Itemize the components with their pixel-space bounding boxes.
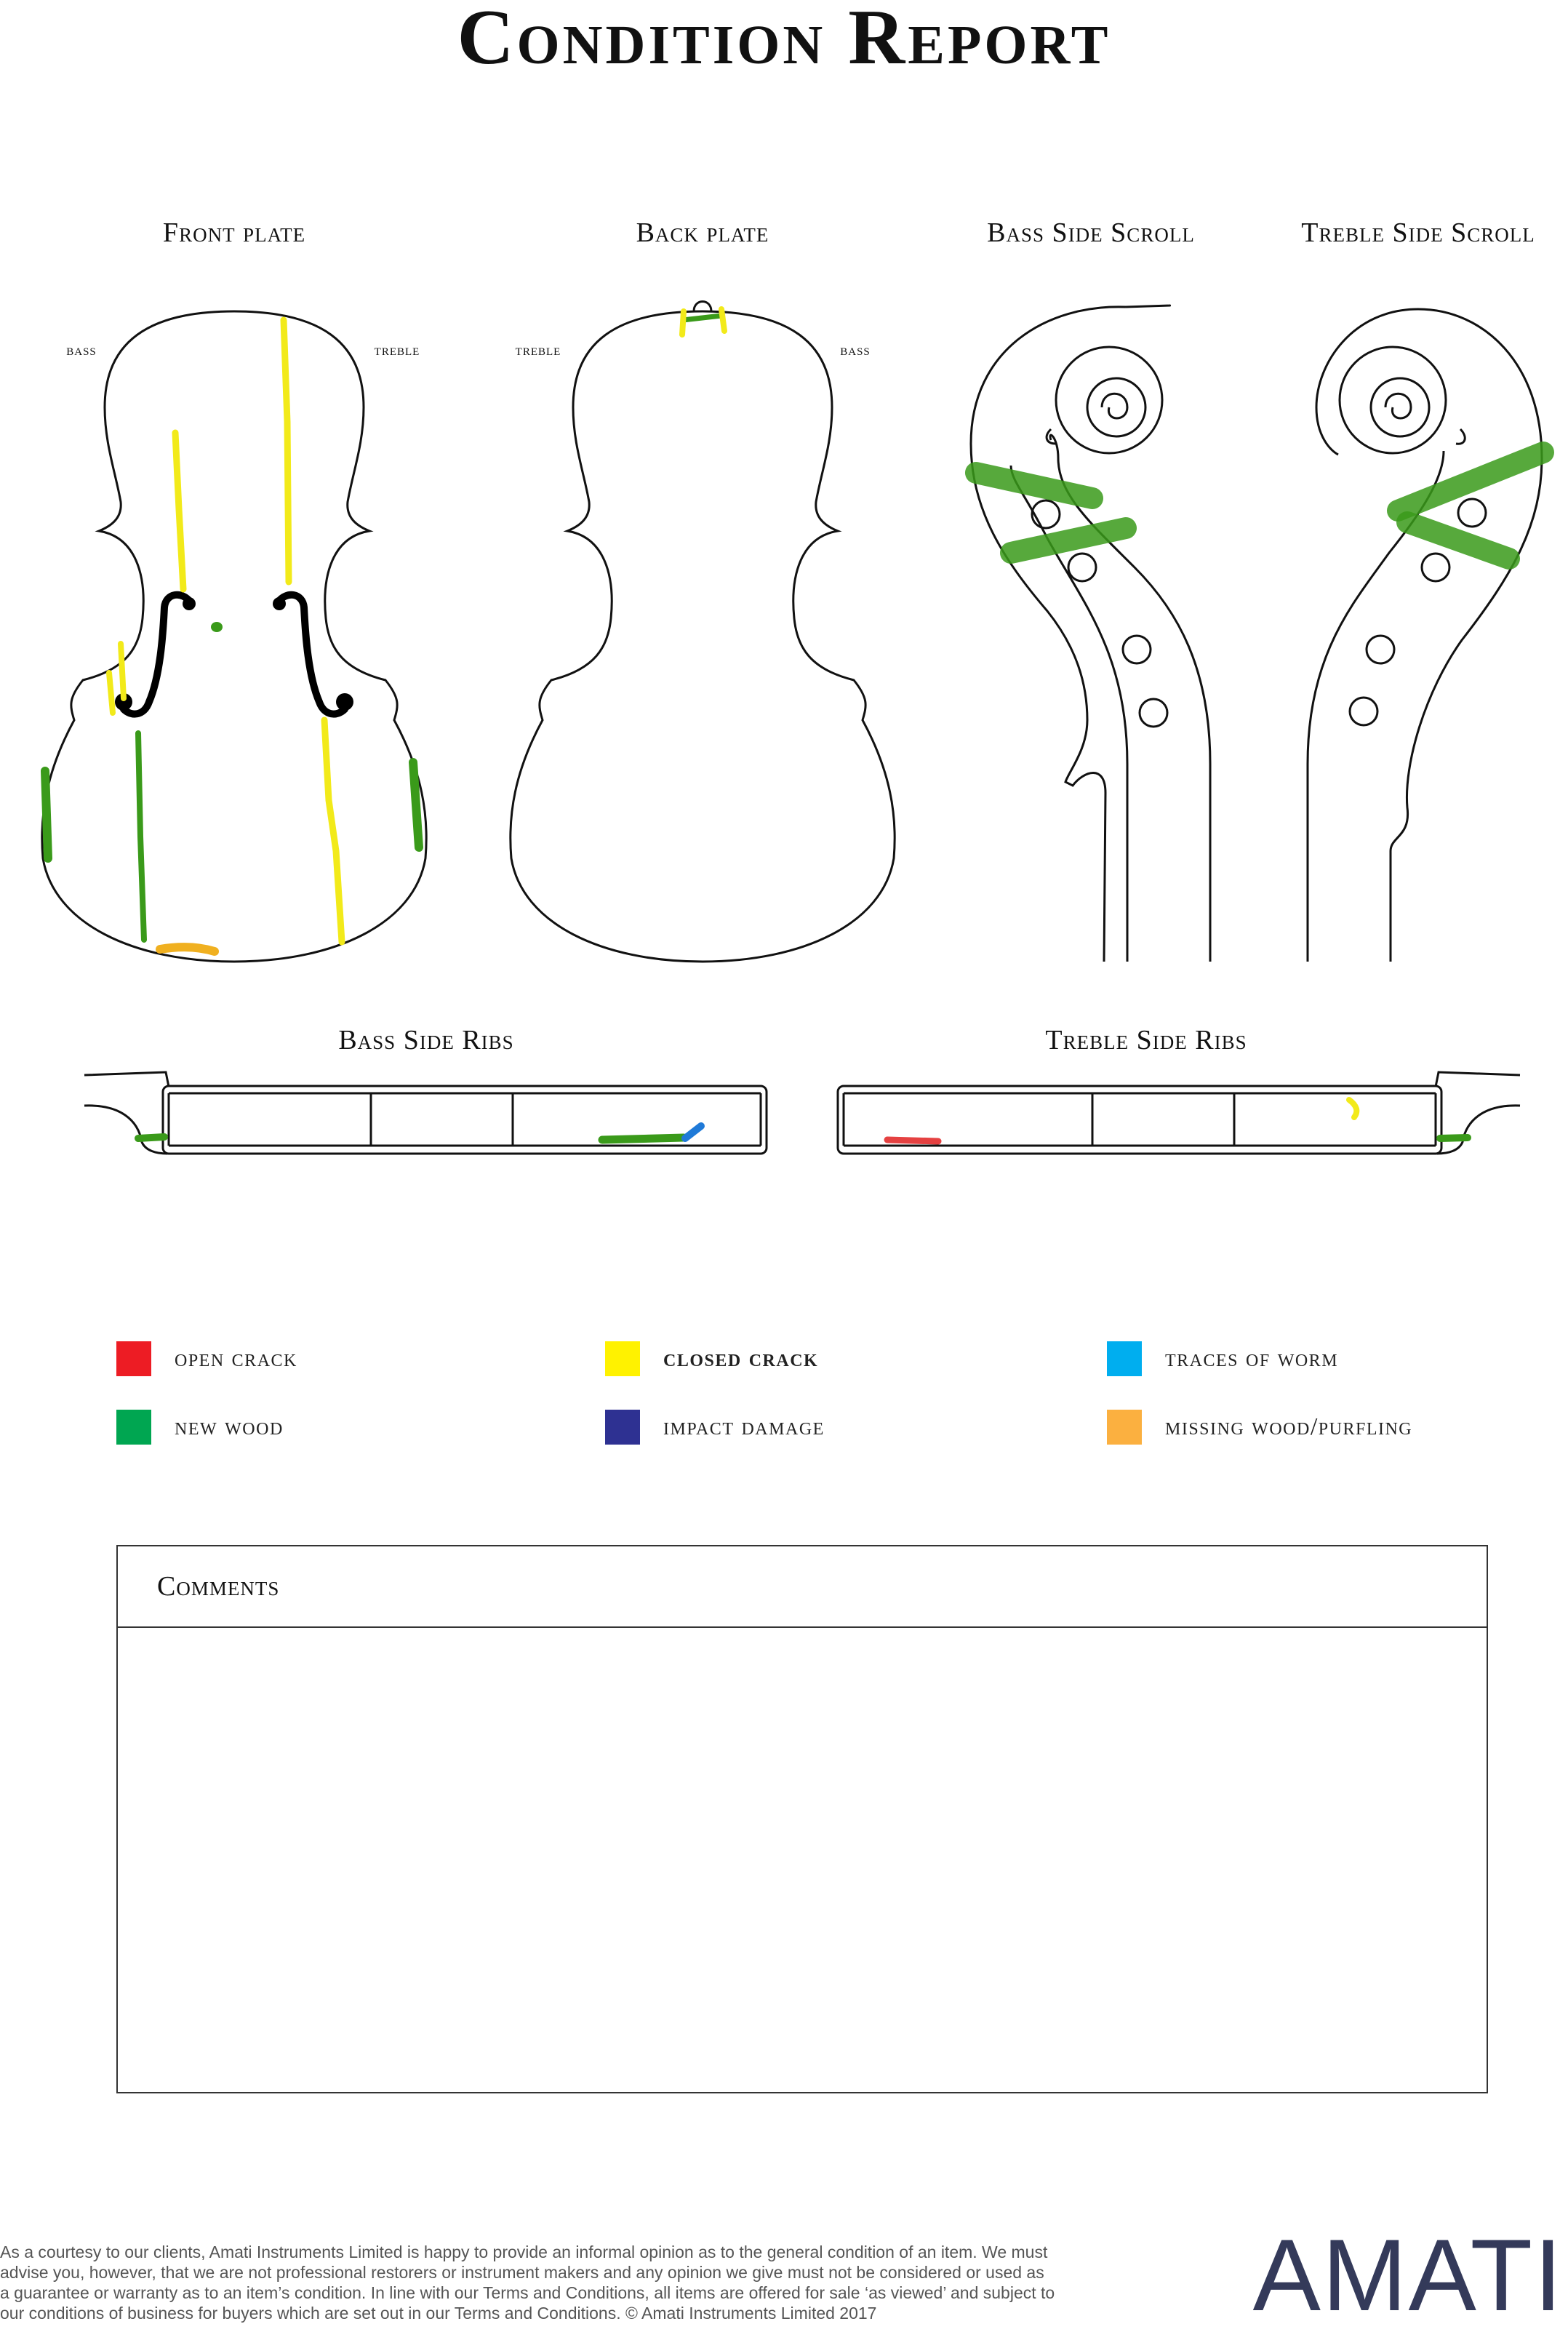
legend-open-crack: [116, 1341, 297, 1376]
back-plate-drawing: [511, 302, 895, 962]
comments-field[interactable]: [118, 1628, 1487, 2093]
legend-label: new wood: [175, 1413, 284, 1440]
bass-side-scroll-drawing: [971, 306, 1210, 962]
treble-side-scroll-heading: Treble Side Scroll: [1301, 217, 1535, 248]
legend-missing-wood: [1107, 1410, 1412, 1445]
legend-label: traces of worm: [1165, 1345, 1339, 1372]
legend-label: missing wood/purfling: [1165, 1413, 1413, 1440]
front-bass-label: bass: [66, 340, 97, 359]
disclaimer-line: advise you, however, that we are not professional restorers or instrument makers and any opinion we give must not be considered or used as: [0, 2263, 1044, 2282]
legend-label: impact damage: [663, 1413, 825, 1440]
back-plate-heading: Back plate: [636, 217, 769, 248]
legend-impact-damage: [605, 1410, 825, 1445]
disclaimer-line: a guarantee or warranty as to an item’s condition. In line with our Terms and Conditions, all items are offered for sale ‘as viewed’ and subject to: [0, 2283, 1055, 2302]
legend-new-wood: [116, 1410, 284, 1445]
front-plate-drawing: [42, 311, 426, 962]
disclaimer-line: our conditions of business for buyers which are set out in our Terms and Conditions. © Amati Instruments Limited 2017: [0, 2304, 877, 2323]
back-bass-label: bass: [840, 340, 871, 359]
legend-label: open crack: [175, 1345, 297, 1372]
bass-side-scroll-heading: Bass Side Scroll: [987, 217, 1195, 248]
disclaimer-line: As a courtesy to our clients, Amati Instruments Limited is happy to provide an informal opinion as to the general condition of an item. We must: [0, 2243, 1048, 2261]
treble-side-ribs-heading: Treble Side Ribs: [1045, 1025, 1247, 1055]
amati-logo: AMATI: [1252, 2218, 1564, 2332]
back-treble-label: treble: [515, 340, 561, 359]
legend-label: closed crack: [663, 1345, 819, 1372]
legend-swatch: [1107, 1341, 1142, 1376]
front-treble-label: treble: [374, 340, 420, 359]
disclaimer: [0, 2242, 1164, 2323]
front-plate-heading: Front plate: [162, 217, 306, 248]
legend-swatch: [116, 1410, 151, 1445]
legend-swatch: [605, 1341, 640, 1376]
treble-side-scroll-drawing: [1308, 309, 1542, 962]
legend-swatch: [605, 1410, 640, 1445]
legend-swatch: [1107, 1410, 1142, 1445]
legend-closed-crack: [605, 1341, 818, 1376]
comments-box: [116, 1545, 1488, 2093]
legend-swatch: [116, 1341, 151, 1376]
comments-heading: Comments: [118, 1546, 1487, 1628]
bass-side-ribs-heading: Bass Side Ribs: [338, 1025, 514, 1055]
legend-traces-of-worm: [1107, 1341, 1338, 1376]
page-title: Condition Report: [457, 0, 1111, 81]
